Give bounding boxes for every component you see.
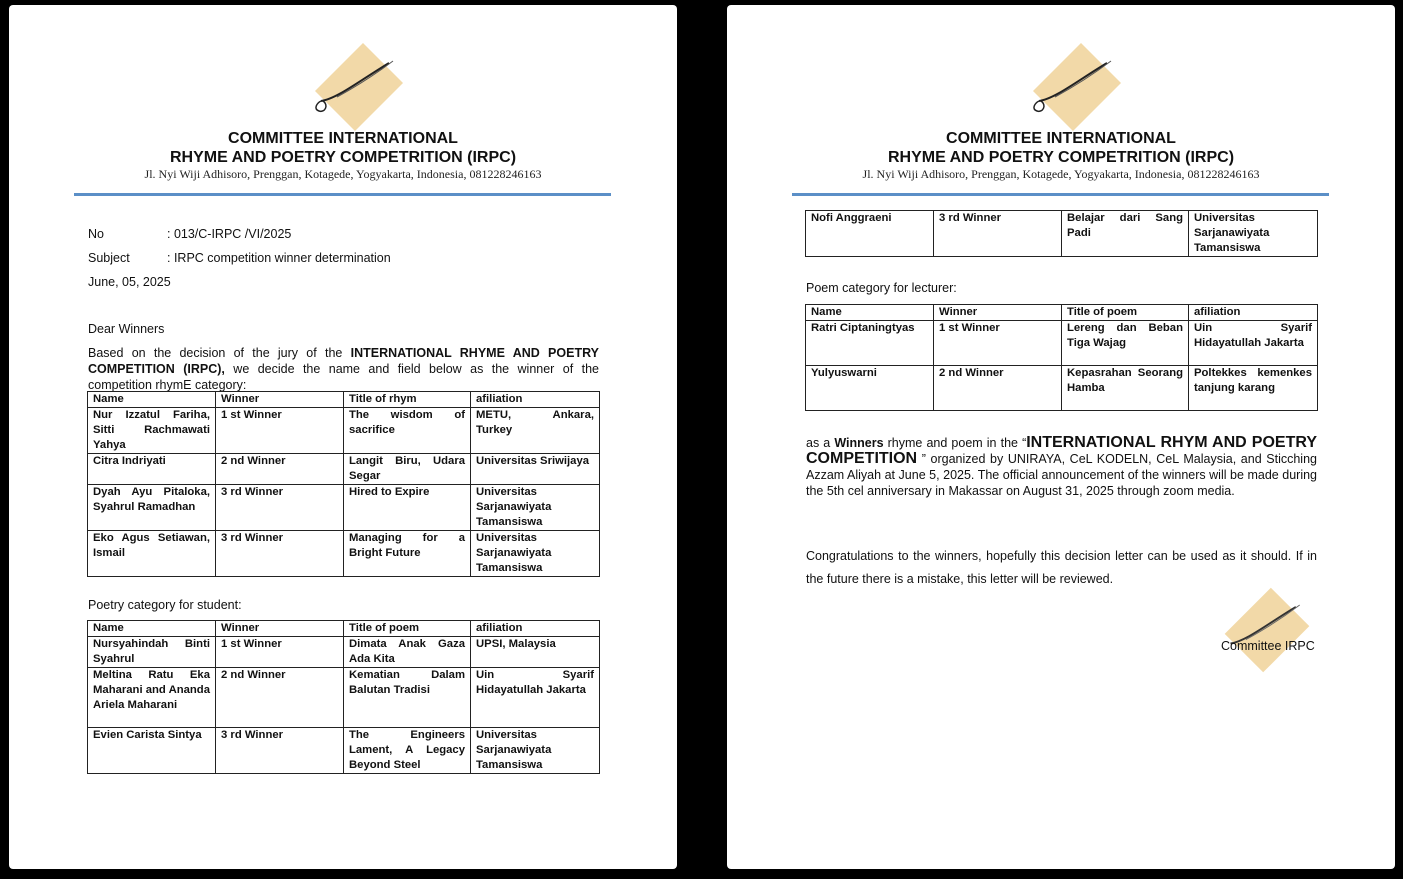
table-row <box>88 728 600 774</box>
greeting: Dear Winners <box>88 322 165 336</box>
header-cell: Name <box>806 305 934 321</box>
winner-rank: 3 rd Winner <box>216 728 344 774</box>
poem-lecturer-table <box>805 304 1318 411</box>
table-row <box>88 454 600 485</box>
winner-name: Yulyuswarni <box>806 366 934 411</box>
table-row <box>88 485 600 531</box>
table-header-row <box>88 392 600 408</box>
winner-name: Eko Agus Setiawan, Ismail <box>88 531 216 577</box>
poem-lecturer-caption: Poem category for lecturer: <box>806 281 957 295</box>
event-name: INTERNATIONAL RHYM AND POETRY COMPETITION <box>806 434 1317 467</box>
affiliation: Uin Syarif Hidayatullah Jakarta <box>471 668 600 728</box>
header-cell: Title of rhym <box>344 392 471 408</box>
affiliation: Uin Syarif Hidayatullah Jakarta <box>1189 321 1318 366</box>
closing-paragraph <box>806 435 1317 499</box>
work-title: Lereng dan Beban Tiga Wajag <box>1062 321 1189 366</box>
continued-winners-table <box>805 210 1318 257</box>
closing-text: ” organized by UNIRAYA, CeL KODELN, CeL Malaysia, and Sticching Azzam Aliyah at June 5, 2025. The official announcement of the winners will be made during the 5th cel anniversary in Makassar on August 31, 2025 through zoom media. <box>806 452 1317 498</box>
letter-number-label: No <box>88 227 104 241</box>
poetry-student-caption: Poetry category for student: <box>88 598 242 612</box>
affiliation: Universitas Sarjanawiyata Tamansiswa <box>1189 211 1318 257</box>
letter-subject-value: : IRPC competition winner determination <box>167 251 391 265</box>
affiliation: Universitas Sriwijaya <box>471 454 600 485</box>
winner-rank: 3 rd Winner <box>216 531 344 577</box>
header-cell: Name <box>88 392 216 408</box>
work-title: Langit Biru, Udara Segar <box>344 454 471 485</box>
affiliation: METU, Ankara, Turkey <box>471 408 600 454</box>
signature-label: Committee IRPC <box>1221 639 1315 653</box>
header-divider <box>74 193 611 196</box>
affiliation: Universitas Sarjanawiyata Tamansiswa <box>471 728 600 774</box>
header-cell: Winner <box>934 305 1062 321</box>
work-title: Belajar dari Sang Padi <box>1062 211 1189 257</box>
table-row <box>806 366 1318 411</box>
org-title-line2: RHYME AND POETRY COMPETRITION (IRPC) <box>169 149 517 166</box>
winner-rank: 2 nd Winner <box>934 366 1062 411</box>
closing-text: as a <box>806 436 835 450</box>
work-title: The Engineers Lament, A Legacy Beyond Steel <box>344 728 471 774</box>
affiliation: Universitas Sarjanawiyata Tamansiswa <box>471 485 600 531</box>
org-title-line1: COMMITTEE INTERNATIONAL <box>946 130 1176 147</box>
closing-bold-winners: Winners <box>834 436 884 450</box>
winner-name: Meltina Ratu Eka Maharani and Ananda Ariela Maharani <box>88 668 216 728</box>
org-address: Jl. Nyi Wiji Adhisoro, Prenggan, Kotagede, Yogyakarta, Indonesia, 081228246163 <box>144 167 542 181</box>
intro-text-2: we decide the name and field below as the winner of the competition rhymE category: <box>88 362 599 392</box>
winner-rank: 3 rd Winner <box>216 485 344 531</box>
poetry-student-table <box>87 620 600 774</box>
table-row <box>806 321 1318 366</box>
intro-text-1: Based on the decision of the jury of the <box>88 346 351 360</box>
work-title: Kematian Dalam Balutan Tradisi <box>344 668 471 728</box>
intro-text-bold: INTERNATIONAL RHYME AND POETRY COMPETITION (IRPC), <box>88 346 599 376</box>
winner-rank: 1 st Winner <box>216 408 344 454</box>
header-cell: afiliation <box>471 392 600 408</box>
closing-text: rhyme and poem in the “ <box>883 436 1027 450</box>
org-address: Jl. Nyi Wiji Adhisoro, Prenggan, Kotagede, Yogyakarta, Indonesia, 081228246163 <box>862 167 1260 181</box>
affiliation: Poltekkes kemenkes tanjung karang <box>1189 366 1318 411</box>
letter-date: June, 05, 2025 <box>88 275 171 289</box>
org-title-line1: COMMITTEE INTERNATIONAL <box>228 130 458 147</box>
work-title: Hired to Expire <box>344 485 471 531</box>
letter-subject-label: Subject <box>88 251 130 265</box>
intro-paragraph <box>88 345 599 393</box>
table-row <box>88 408 600 454</box>
winner-name: Ratri Ciptaningtyas <box>806 321 934 366</box>
table-header-row <box>806 305 1318 321</box>
table-row <box>806 211 1318 257</box>
work-title: Dimata Anak Gaza Ada Kita <box>344 637 471 668</box>
winner-rank: 2 nd Winner <box>216 668 344 728</box>
table-row <box>88 668 600 728</box>
winner-rank: 2 nd Winner <box>216 454 344 485</box>
affiliation: Universitas Sarjanawiyata Tamansiswa <box>471 531 600 577</box>
org-title-line2: RHYME AND POETRY COMPETRITION (IRPC) <box>887 149 1235 166</box>
winner-rank: 1 st Winner <box>216 637 344 668</box>
org-title <box>9 129 677 167</box>
winner-name: Dyah Ayu Pitaloka, Syahrul Ramadhan <box>88 485 216 531</box>
header-cell: Name <box>88 621 216 637</box>
table-header-row <box>88 621 600 637</box>
winner-rank: 1 st Winner <box>934 321 1062 366</box>
winner-name: Nursyahindah Binti Syahrul <box>88 637 216 668</box>
congratulations-paragraph: Congratulations to the winners, hopefully this decision letter can be used as it should. If in the future there is a mistake, this letter will be reviewed. <box>806 549 1317 586</box>
org-title <box>727 129 1395 167</box>
header-cell: Winner <box>216 392 344 408</box>
winner-name: Citra Indriyati <box>88 454 216 485</box>
header-cell: Title of poem <box>344 621 471 637</box>
letter-number-value: : 013/C-IRPC /VI/2025 <box>167 227 292 241</box>
table-row <box>88 637 600 668</box>
header-cell: Title of poem <box>1062 305 1189 321</box>
letter-number <box>88 227 291 241</box>
winner-name: Nur Izzatul Fariha, Sitti Rachmawati Yahya <box>88 408 216 454</box>
feather-pen-logo <box>1025 41 1129 133</box>
header-cell: Winner <box>216 621 344 637</box>
table-row <box>88 531 600 577</box>
winner-name: Nofi Anggraeni <box>806 211 934 257</box>
header-divider <box>792 193 1329 196</box>
work-title: Managing for a Bright Future <box>344 531 471 577</box>
work-title: The wisdom of sacrifice <box>344 408 471 454</box>
header-cell: afiliation <box>471 621 600 637</box>
letter-page-2 <box>727 5 1395 869</box>
rhyme-winners-table <box>87 391 600 577</box>
letter-page-1 <box>9 5 677 869</box>
letter-subject <box>88 251 391 265</box>
header-cell: afiliation <box>1189 305 1318 321</box>
winner-name: Evien Carista Sintya <box>88 728 216 774</box>
winner-rank: 3 rd Winner <box>934 211 1062 257</box>
signature-stamp-logo <box>1217 585 1317 675</box>
work-title: Kepasrahan Seorang Hamba <box>1062 366 1189 411</box>
affiliation: UPSI, Malaysia <box>471 637 600 668</box>
feather-pen-logo <box>307 41 411 133</box>
